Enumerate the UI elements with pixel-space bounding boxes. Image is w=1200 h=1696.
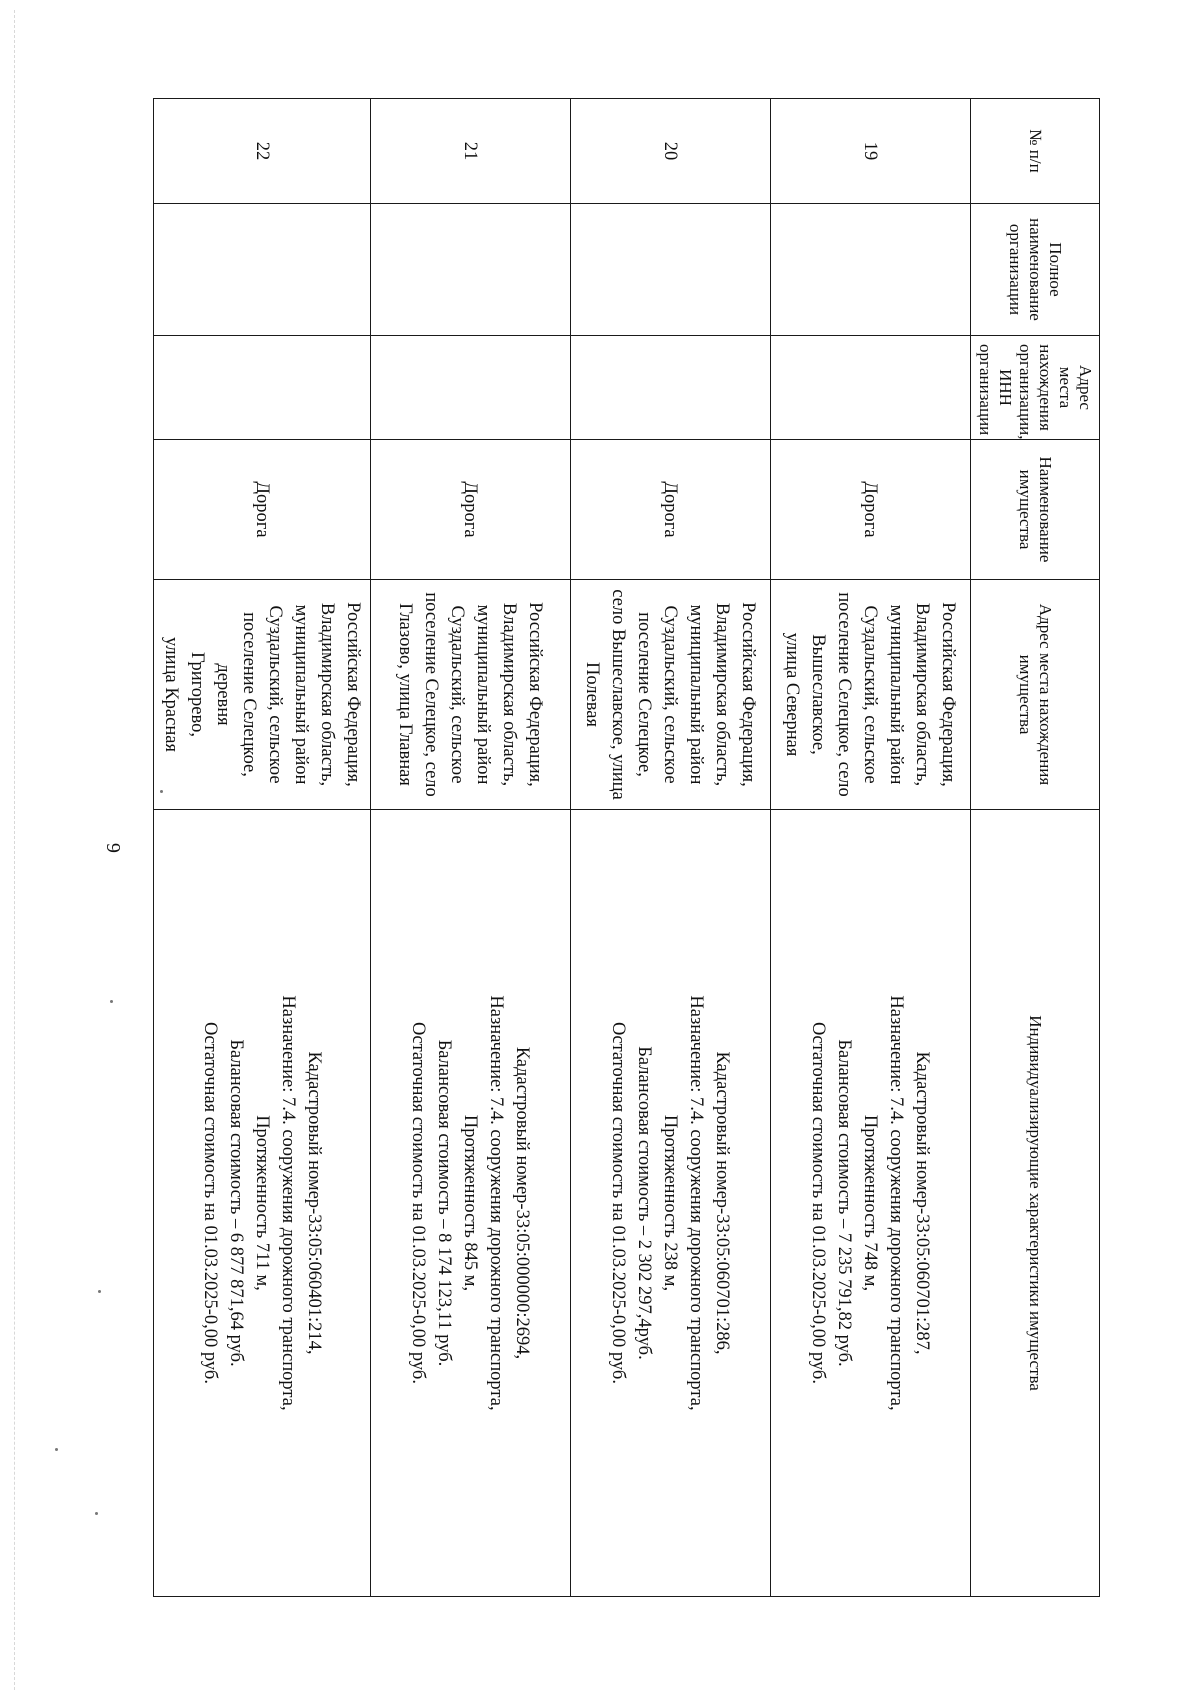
- cell-org-address: [154, 336, 371, 440]
- cell-org-address: [771, 336, 971, 440]
- table-header-row: [971, 99, 1100, 1597]
- table-row: [154, 99, 371, 1597]
- cell-org-address: [371, 336, 571, 440]
- header-org-address: Адрес места нахождения организации, ИНН организации: [971, 336, 1100, 440]
- cell-number: 21: [371, 99, 571, 204]
- cell-characteristics: Кадастровый номер-33:05:060701:287, Назначение: 7.4. сооружения дорожного транспорта, Протяженность 748 м, Балансовая стоимость – 7 235 791,82 руб. Остаточная стоимость на 01.03.2025-0,00 руб.: [771, 810, 971, 1597]
- cell-property-name: Дорога: [771, 440, 971, 580]
- table-row: [371, 99, 571, 1597]
- scan-speck: [55, 1448, 58, 1451]
- header-characteristics: Индивидуализирующие характеристики имущества: [971, 810, 1100, 1597]
- cell-characteristics: Кадастровый номер-33:05:060401:214, Назначение: 7.4. сооружения дорожного транспорта, Протяженность 711 м, Балансовая стоимость – 6 877 871,64 руб. Остаточная стоимость на 01.03.2025-0,00 руб.: [154, 810, 371, 1597]
- cell-property-address: Российская Федерация, Владимирская область, муниципальный район Суздальский, сельское поселение Селецкое, село Глазово, улица Главная: [371, 580, 571, 810]
- cell-property-address: Российская Федерация, Владимирская область, муниципальный район Суздальский, сельское поселение Селецкое, село Вышеславское, улица Северная: [771, 580, 971, 810]
- cell-property-address: Российская Федерация, Владимирская область, муниципальный район Суздальский, сельское поселение Селецкое, село Вышеславское, улица Полевая: [571, 580, 771, 810]
- table-row: [571, 99, 771, 1597]
- cell-characteristics: Кадастровый номер-33:05:060701:286, Назначение: 7.4. сооружения дорожного транспорта, Протяженность 238 м, Балансовая стоимость – 2 302 297,4руб. Остаточная стоимость на 01.03.2025-0,00 руб.: [571, 810, 771, 1597]
- cell-property-name: Дорога: [154, 440, 371, 580]
- cell-number: 22: [154, 99, 371, 204]
- cell-property-name: Дорога: [571, 440, 771, 580]
- scan-speck: [95, 1512, 98, 1515]
- cell-org-name: [154, 204, 371, 336]
- cell-property-address: Российская Федерация, Владимирская область, муниципальный район Суздальский, сельское поселение Селецкое, деревня Григорево, улица Красная: [154, 580, 371, 810]
- rotated-table-wrapper: [161, 98, 1100, 1596]
- header-org-name: Полное наименование организации: [971, 204, 1100, 336]
- scan-speck: [110, 1000, 113, 1003]
- scan-edge-line: [14, 10, 15, 1690]
- property-table: [153, 98, 1100, 1597]
- header-property-name: Наименование имущества: [971, 440, 1100, 580]
- cell-property-name: Дорога: [371, 440, 571, 580]
- cell-characteristics: Кадастровый номер-33:05:000000:2694, Назначение: 7.4. сооружения дорожного транспорта, Протяженность 845 м, Балансовая стоимость – 8 174 123,11 руб. Остаточная стоимость на 01.03.2025-0,00 руб.: [371, 810, 571, 1597]
- page-number: 6: [102, 843, 125, 853]
- cell-org-address: [571, 336, 771, 440]
- cell-org-name: [571, 204, 771, 336]
- header-property-address: Адрес места нахождения имущества: [971, 580, 1100, 810]
- cell-number: 20: [571, 99, 771, 204]
- header-number: № п/п: [971, 99, 1100, 204]
- cell-number: 19: [771, 99, 971, 204]
- scan-speck: [98, 1290, 101, 1293]
- cell-org-name: [371, 204, 571, 336]
- cell-org-name: [771, 204, 971, 336]
- table-row: [771, 99, 971, 1597]
